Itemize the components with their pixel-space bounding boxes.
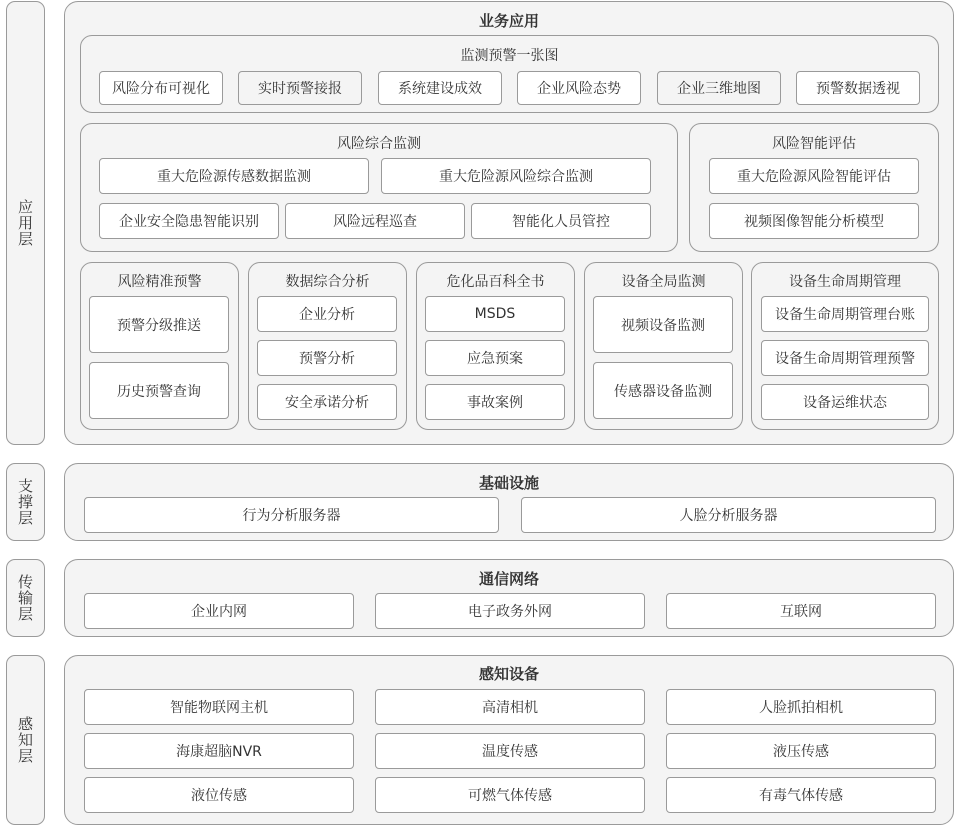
item-combustible-gas-sensor[interactable]: 可燃气体传感 bbox=[375, 777, 645, 813]
item-lifecycle-warning[interactable]: 设备生命周期管理预警 bbox=[761, 340, 929, 376]
item-face-capture-camera[interactable]: 人脸抓拍相机 bbox=[666, 689, 936, 725]
layer-label-perception bbox=[6, 655, 45, 825]
item-realtime-warning[interactable]: 实时预警接报 bbox=[238, 71, 362, 105]
item-system-effect[interactable]: 系统建设成效 bbox=[378, 71, 502, 105]
group-monitor-map-title: 监测预警一张图 bbox=[460, 48, 559, 64]
item-sensor-device-monitor[interactable]: 传感器设备监测 bbox=[593, 362, 733, 419]
layer-label-app-text: 应用层 bbox=[16, 199, 34, 247]
layer-label-support-text: 支撑层 bbox=[16, 478, 34, 526]
group-precise-warning-title: 风险精准预警 bbox=[117, 274, 202, 290]
item-iot-host[interactable]: 智能物联网主机 bbox=[84, 689, 354, 725]
item-warning-push[interactable]: 预警分级推送 bbox=[89, 296, 229, 353]
item-gov-extranet[interactable]: 电子政务外网 bbox=[375, 593, 645, 629]
item-enterprise-analysis[interactable]: 企业分析 bbox=[257, 296, 397, 332]
network-title: 通信网络 bbox=[478, 570, 539, 588]
item-personnel-control[interactable]: 智能化人员管控 bbox=[471, 203, 651, 239]
group-device-lifecycle-title: 设备生命周期管理 bbox=[789, 274, 901, 290]
group-risk-eval-title: 风险智能评估 bbox=[772, 136, 856, 152]
item-hydraulic-sensor[interactable]: 液压传感 bbox=[666, 733, 936, 769]
item-enterprise-risk-trend[interactable]: 企业风险态势 bbox=[517, 71, 641, 105]
layer-label-perception-text: 感知层 bbox=[16, 716, 34, 764]
item-enterprise-3d-map[interactable]: 企业三维地图 bbox=[657, 71, 781, 105]
item-warning-data-pivot[interactable]: 预警数据透视 bbox=[796, 71, 920, 105]
item-msds[interactable]: MSDS bbox=[425, 296, 565, 332]
group-data-analysis-title: 数据综合分析 bbox=[285, 274, 370, 290]
group-device-monitor-title: 设备全局监测 bbox=[621, 274, 706, 290]
item-video-analysis-model[interactable]: 视频图像智能分析模型 bbox=[709, 203, 919, 239]
layer-label-support bbox=[6, 463, 45, 541]
item-safety-hazard-recognition[interactable]: 企业安全隐患智能识别 bbox=[99, 203, 279, 239]
item-internet[interactable]: 互联网 bbox=[666, 593, 936, 629]
group-chem-encyclopedia-title: 危化品百科全书 bbox=[446, 274, 545, 290]
item-risk-distribution[interactable]: 风险分布可视化 bbox=[99, 71, 223, 105]
item-warning-analysis[interactable]: 预警分析 bbox=[257, 340, 397, 376]
item-video-device-monitor[interactable]: 视频设备监测 bbox=[593, 296, 733, 353]
item-emergency-plan[interactable]: 应急预案 bbox=[425, 340, 565, 376]
layer-label-transport-text: 传输层 bbox=[16, 574, 34, 622]
item-accident-cases[interactable]: 事故案例 bbox=[425, 384, 565, 420]
item-face-server[interactable]: 人脸分析服务器 bbox=[521, 497, 936, 533]
item-hazard-risk-eval[interactable]: 重大危险源风险智能评估 bbox=[709, 158, 919, 194]
item-behavior-server[interactable]: 行为分析服务器 bbox=[84, 497, 499, 533]
item-toxic-gas-sensor[interactable]: 有毒气体传感 bbox=[666, 777, 936, 813]
item-level-sensor[interactable]: 液位传感 bbox=[84, 777, 354, 813]
item-hazard-sensor-monitor[interactable]: 重大危险源传感数据监测 bbox=[99, 158, 369, 194]
item-lifecycle-ledger[interactable]: 设备生命周期管理台账 bbox=[761, 296, 929, 332]
item-safety-commitment-analysis[interactable]: 安全承诺分析 bbox=[257, 384, 397, 420]
item-warning-history[interactable]: 历史预警查询 bbox=[89, 362, 229, 419]
sensing-title: 感知设备 bbox=[478, 665, 539, 683]
item-remote-inspection[interactable]: 风险远程巡查 bbox=[285, 203, 465, 239]
business-title: 业务应用 bbox=[478, 12, 539, 30]
infrastructure-title: 基础设施 bbox=[478, 474, 539, 492]
layer-label-transport bbox=[6, 559, 45, 637]
layer-label-app bbox=[6, 1, 45, 445]
item-hazard-risk-monitor[interactable]: 重大危险源风险综合监测 bbox=[381, 158, 651, 194]
item-enterprise-intranet[interactable]: 企业内网 bbox=[84, 593, 354, 629]
item-hd-camera[interactable]: 高清相机 bbox=[375, 689, 645, 725]
group-risk-monitor-title: 风险综合监测 bbox=[337, 136, 421, 152]
item-temperature-sensor[interactable]: 温度传感 bbox=[375, 733, 645, 769]
item-hik-nvr[interactable]: 海康超脑NVR bbox=[84, 733, 354, 769]
item-maintenance-status[interactable]: 设备运维状态 bbox=[761, 384, 929, 420]
